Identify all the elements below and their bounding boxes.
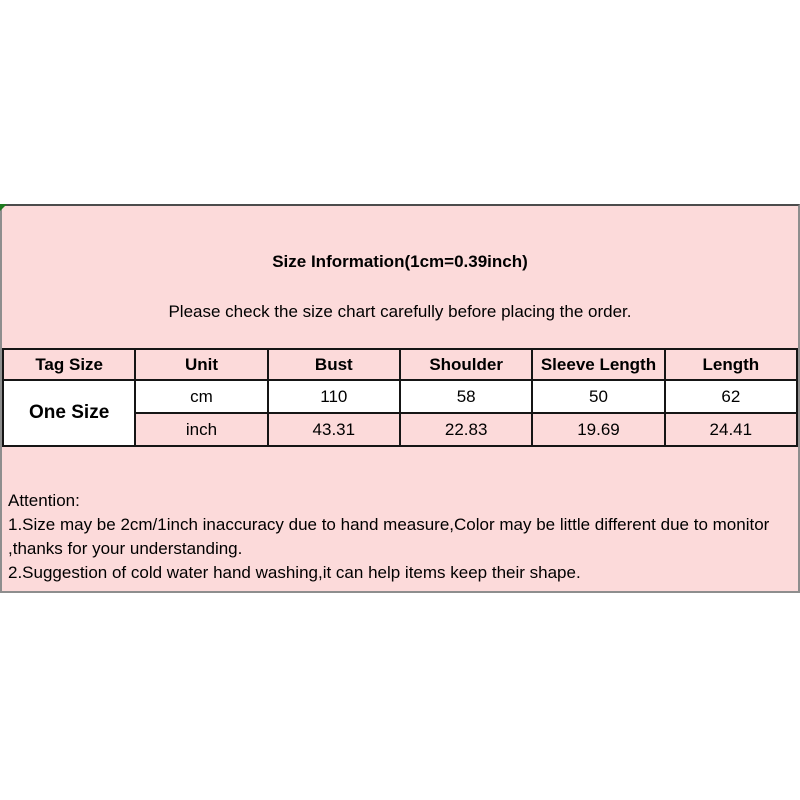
column-header-tag-size: Tag Size: [3, 349, 135, 380]
size-info-title: Size Information(1cm=0.39inch): [272, 252, 528, 271]
column-header-sleeve-length: Sleeve Length: [532, 349, 664, 380]
intro-section: [2, 206, 798, 348]
length-cell-inch: 24.41: [665, 413, 797, 446]
attention-heading: Attention:: [8, 491, 80, 510]
size-info-subtitle: Please check the size chart carefully before placing the order.: [168, 302, 632, 321]
column-header-bust: Bust: [268, 349, 400, 380]
size-info-panel: [0, 204, 800, 593]
attention-section: [2, 447, 798, 585]
shoulder-cell-cm: 58: [400, 380, 532, 413]
tag-size-cell: One Size: [3, 380, 135, 446]
sleeve-length-cell-inch: 19.69: [532, 413, 664, 446]
shoulder-cell-inch: 22.83: [400, 413, 532, 446]
column-header-length: Length: [665, 349, 797, 380]
bust-cell-inch: 43.31: [268, 413, 400, 446]
length-cell-cm: 62: [665, 380, 797, 413]
column-header-shoulder: Shoulder: [400, 349, 532, 380]
unit-cell-inch: inch: [135, 413, 267, 446]
column-header-unit: Unit: [135, 349, 267, 380]
table-header-row: [3, 349, 797, 380]
bust-cell-cm: 110: [268, 380, 400, 413]
table-row-cm: [3, 380, 797, 413]
size-chart-table: [2, 348, 798, 447]
sleeve-length-cell-cm: 50: [532, 380, 664, 413]
attention-note-2: 2.Suggestion of cold water hand washing,it can help items keep their shape.: [8, 563, 581, 582]
unit-cell-cm: cm: [135, 380, 267, 413]
attention-note-1: 1.Size may be 2cm/1inch inaccuracy due to hand measure,Color may be little different due to monitor ,thanks for your understanding.: [8, 515, 770, 558]
